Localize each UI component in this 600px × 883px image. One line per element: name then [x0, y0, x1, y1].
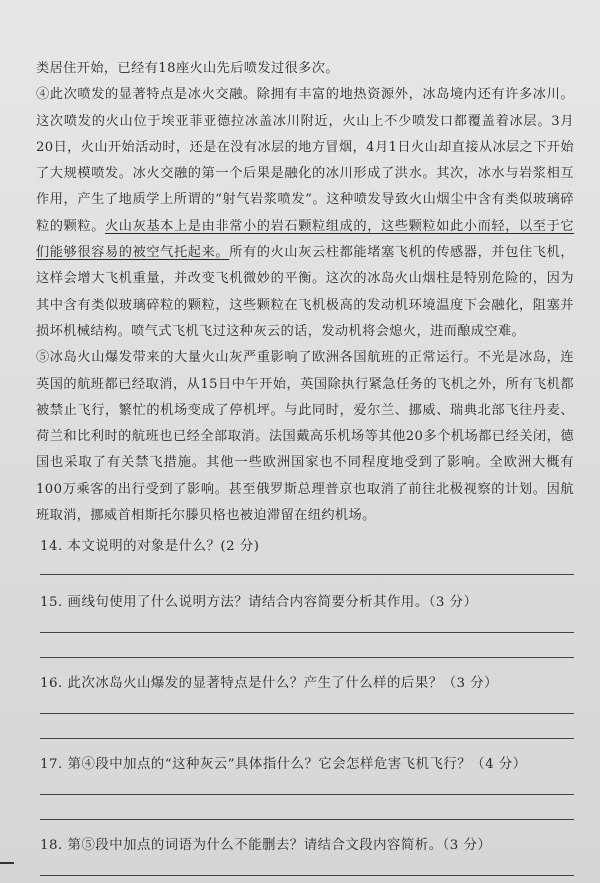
paragraph-5: ⑤冰岛火山爆发带来的大量火山灰严重影响了欧洲各国航班的正常运行。不光是冰岛，连英国的航班都已经取消，从15日中午开始，英国除执行紧急任务的飞机之外，所有飞机都被禁止飞行，繁忙的机场变成了停机坪。与此同时，爱尔兰、挪威、瑞典北部飞往丹麦、荷兰和比利时的航班也已经全部取消。法国戴高乐机场等其他20多个机场都已经关闭，德国也采取了有关禁飞措施。其他一些欧洲国家也不同程度地受到了影响。全欧洲大概有100万乘客的出行受到了影响。甚至俄罗斯总理普京也取消了前往北极视察的计划。因航班取消，挪威首相斯托尔滕贝格也被迫滞留在纽约机场。 — [36, 350, 574, 524]
answer-line[interactable] — [40, 632, 574, 633]
question-16 — [40, 672, 574, 739]
question-15-text: 15. 画线句使用了什么说明方法？请结合内容简要分析其作用。（3 分） — [40, 595, 478, 611]
question-17 — [40, 753, 574, 820]
paragraph-top: 类居住开始，已经有18座火山先后喷发过很多次。 — [36, 61, 339, 76]
answer-line[interactable] — [40, 738, 574, 739]
paragraph-4-part-a: ④此次喷发的显著特点是冰火交融。除拥有丰富的地热资源外，冰岛境内还有许多冰川。这次喷发的火山位于埃亚菲亚德拉冰盖冰川附近，火山上不少喷发口都覆盖着冰层。3月20日，火山开始活动时，还是在没有冰层的地方冒烟，4月1日火山却直接从冰层之下开始了大规模喷发。冰火交融的第一个后果是融化的冰川形成了洪水。其次，冰水与岩浆相互作用，产生了地质学上所谓的“射气岩浆喷发”。这种喷发导致火山烟尘中含有类似玻璃碎粒的颗粒。 — [36, 87, 574, 234]
answer-line[interactable] — [40, 657, 574, 658]
question-list — [40, 535, 574, 883]
question-16-text: 16. 此次冰岛火山爆发的显著特点是什么？产生了什么样的后果？（3 分） — [40, 676, 499, 692]
question-14 — [40, 535, 574, 575]
question-17-text: 17. 第④段中加点的“这种灰云”具体指什么？它会怎样危害飞机飞行？（4 分） — [40, 757, 527, 773]
answer-line[interactable] — [40, 713, 574, 714]
question-14-text: 14. 本文说明的对象是什么？(2 分) — [40, 539, 260, 555]
underlined-sentence: 火山灰基本上是由非常小的岩石颗粒组成的，这些颗粒如此小而轻，以至于它们能够很容易的被空气托起来。 — [36, 218, 574, 261]
paragraph-4 — [36, 82, 574, 345]
question-18 — [40, 834, 574, 883]
question-18-text: 18. 第⑤段中加点的词语为什么不能删去？请结合文段内容简析。（3 分） — [40, 838, 492, 854]
page-edge-mark — [0, 862, 14, 864]
question-15 — [40, 591, 574, 658]
answer-line[interactable] — [40, 574, 574, 575]
answer-line[interactable] — [40, 794, 574, 795]
answer-line[interactable] — [40, 819, 574, 820]
paragraph-4-part-b: 所有的火山灰云柱都能堵塞飞机的传感器，并包住飞机，这样会增大飞机重量，并改变飞机微妙的平衡。这次的冰岛火山烟柱是特别危险的，因为其中含有类似玻璃碎粒的颗粒，这些颗粒在飞机极高的发动机环境温度下会融化，阻塞并损坏机械结构。喷气式飞机飞过这种灰云的话，发动机将会熄火，进而酿成空难。 — [36, 245, 574, 339]
answer-line[interactable] — [40, 875, 574, 876]
